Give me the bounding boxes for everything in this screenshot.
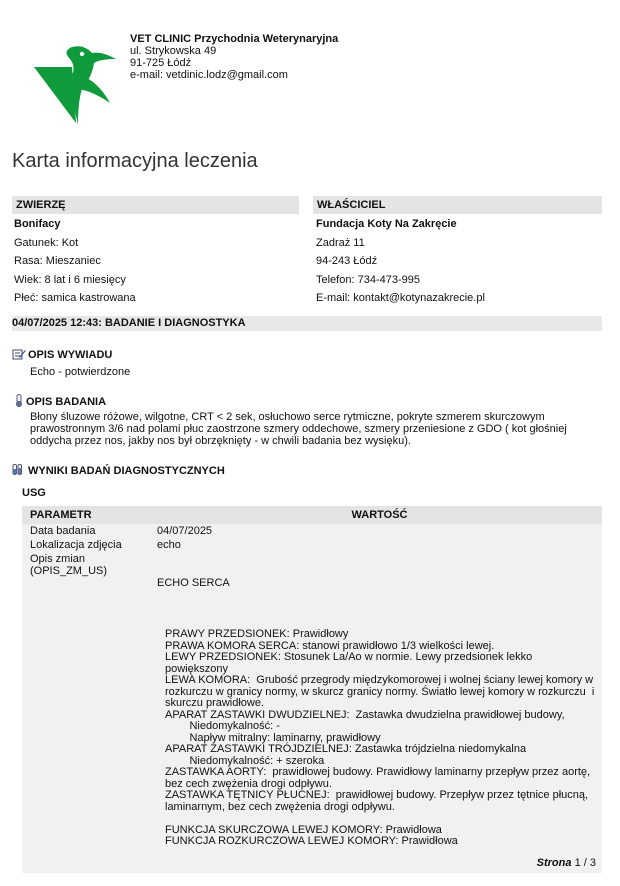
results-table — [22, 506, 602, 873]
clinic-city: 91-725 Łódź — [130, 57, 192, 69]
interview-title: OPIS WYWIADU — [28, 349, 113, 361]
param-cell: Lokalizacja zdjęcia — [22, 538, 157, 552]
owner-name: Fundacja Koty Na Zakręcie — [316, 218, 457, 230]
table-row — [22, 524, 602, 538]
value-cell: 04/07/2025 — [157, 524, 602, 538]
results-title: WYNIKI BADAŃ DIAGNOSTYCZNYCH — [28, 465, 225, 477]
owner-info — [316, 215, 601, 308]
echo-body: PRAWY PRZEDSIONEK: Prawidłowy PRAWA KOMORA SERCA: stanowi prawidłowo 1/3 wielkości lewej. LEWY PRZEDSIONEK: Stosunek La/Ao w normie. Lewy przedsionek lekko powiększony LEWA KOMORA: Grubość przegrody międzykomorowej i wolnej ściany lewej komory w rozkurczu w granicy normy, w skurcz granicy normy. Światło lewej komory w rozkurczu i skurczu prawidłowe. APARAT ZASTAWKI DWUDZIELNEJ: Zastawka dwudzielna prawidłowej budowy, Niedomykalność: - Napływ mitralny: laminarny, prawidłowy APARAT ZASTAWKI TRÓJDZIELNEJ: Zastawka trójdzielna niedomykalna Niedomykalność: + szeroka ZASTAWKA AORTY: prawidłowej budowy. Prawidłowy laminarny przepływ przez aortę, bez cech zwężenia drogi odpływu. ZASTAWKA TĘTNICY PŁUCNEJ: prawidłowej budowy. Przepływ przez tętnice płucną, laminarnym, bez cech zwężenia drogi odpływu. FUNKCJA SKURCZOWA LEWEJ KOMORY: Prawidłowa FUNKCJA ROZKURCZOWA LEWEJ KOMORY: Prawidłowa — [165, 628, 595, 847]
animal-breed: Rasa: Mieszaniec — [14, 255, 101, 267]
table-header-row — [22, 506, 602, 524]
document-icon — [12, 348, 26, 360]
owner-header: WŁAŚCICIEL — [313, 196, 602, 214]
echo-heading: ECHO SERCA — [157, 577, 230, 589]
animal-header: ZWIERZĘ — [12, 196, 299, 214]
clinic-email: e-mail: vetdinic.lodz@gmail.com — [130, 69, 288, 81]
exam-line: oddycha przez nos, jakby nos był obrzęknięty - w chwili badania bez wysięku). — [30, 435, 411, 447]
page-title: Karta informacyjna leczenia — [12, 150, 258, 172]
exam-title: OPIS BADANIA — [26, 396, 107, 408]
animal-species: Gatunek: Kot — [14, 236, 79, 249]
param-cell: Data badania — [22, 524, 157, 538]
results-type: USG — [22, 487, 46, 499]
clinic-info — [130, 33, 338, 81]
interview-text: Echo - potwierdzone — [30, 366, 131, 378]
interview-heading — [12, 348, 112, 361]
animal-name: Bonifacy — [14, 218, 61, 230]
clinic-logo — [32, 45, 122, 133]
exam-line: Błony śluzowe różowe, wilgotne, CRT < 2 sek, osłuchowo serce rytmiczne, pokryte szmerem skurczowym — [30, 411, 545, 423]
exam-line: prawostronnym 3/6 nad polami płuc zaostrzone szmery oddechowe, szmery przeniesione z GDO ( kot głośniej — [30, 423, 567, 435]
col-value-header: WARTOŚĆ — [157, 506, 602, 524]
value-cell: echo — [157, 538, 602, 552]
param-cell: Opis zmian (OPIS_ZM_US) — [22, 552, 157, 873]
page-sep: / — [583, 857, 587, 869]
owner-street: Zadraż 11 — [316, 236, 365, 249]
animal-age: Wiek: 8 lat i 6 miesięcy — [14, 273, 126, 286]
clinic-name: VET CLINIC Przychodnia Weterynaryjna — [130, 33, 339, 45]
test-tubes-icon — [12, 464, 26, 476]
owner-phone: Telefon: 734-473-995 — [316, 273, 420, 286]
animal-sex: Płeć: samica kastrowana — [14, 292, 136, 304]
table-row — [22, 552, 602, 873]
page-label: Strona — [536, 857, 572, 869]
exam-heading — [14, 394, 106, 408]
page-footer — [537, 857, 596, 869]
results-heading — [12, 464, 225, 477]
visit-header: 04/07/2025 12:43: BADANIE I DIAGNOSTYKA — [12, 316, 602, 331]
owner-email: E-mail: kontakt@kotynazakrecie.pl — [316, 292, 485, 304]
clinic-street: ul. Strykowska 49 — [130, 45, 217, 57]
col-param-header: PARAMETR — [22, 506, 157, 524]
exam-text — [30, 411, 602, 447]
description-cell — [157, 552, 602, 873]
table-row — [22, 538, 602, 552]
animal-info — [14, 215, 294, 308]
owner-city: 94-243 Łódź — [316, 255, 378, 267]
page-total: 3 — [589, 857, 596, 869]
thermometer-icon — [14, 394, 24, 407]
page-number: 1 — [574, 857, 581, 869]
